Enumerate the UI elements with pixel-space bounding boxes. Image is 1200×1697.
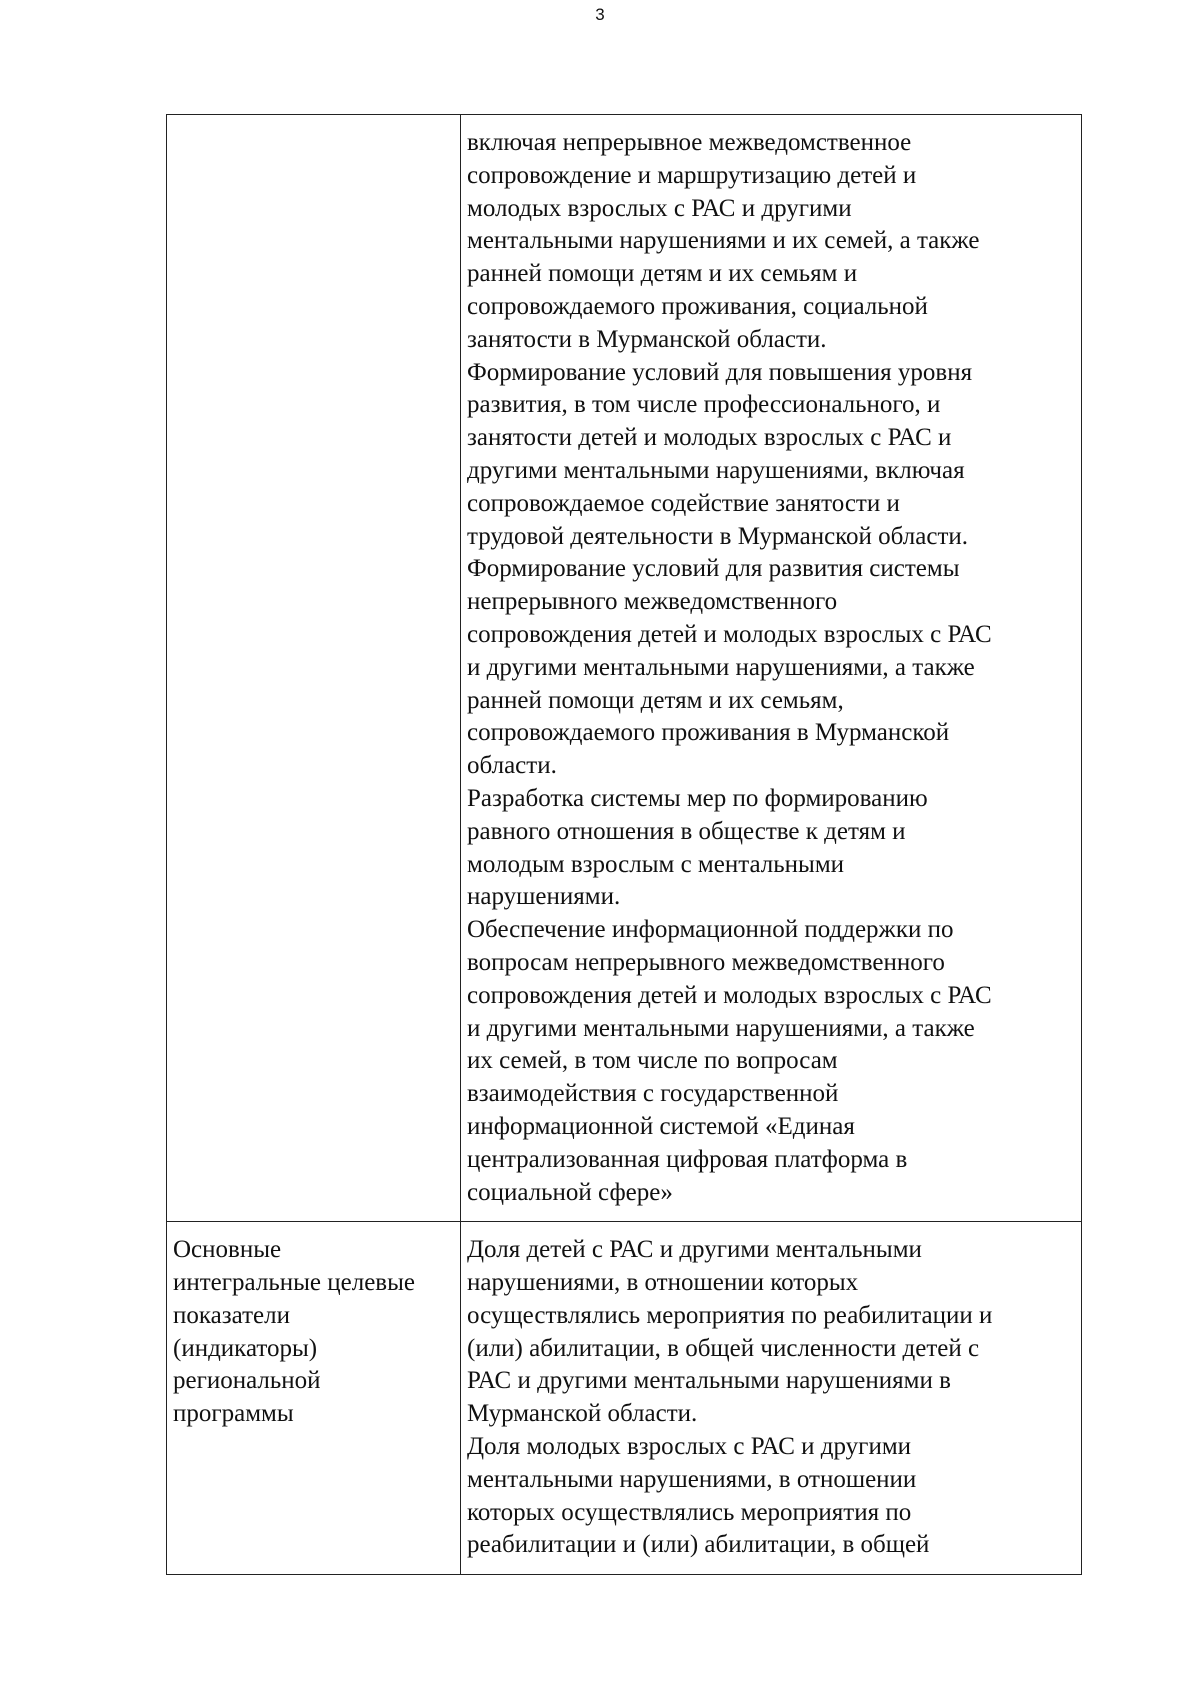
text-line: ментальными нарушениями и их семей, а также xyxy=(467,227,980,255)
text-line: РАС и другими ментальными нарушениями в xyxy=(467,1367,951,1395)
text-line: области. xyxy=(467,752,557,780)
text-line: Доля детей с РАС и другими ментальными xyxy=(467,1236,922,1264)
text-line: которых осуществлялись мероприятия по xyxy=(467,1498,912,1526)
table-row xyxy=(167,115,1082,1222)
text-line: сопровождаемого проживания в Мурманской xyxy=(467,719,950,747)
program-passport-table xyxy=(166,114,1082,1575)
text-line: сопровождения детей и молодых взрослых с РАС xyxy=(467,981,992,1009)
text-line: ментальными нарушениями, в отношении xyxy=(467,1465,917,1493)
text-line: молодых взрослых с РАС и другими xyxy=(467,194,852,222)
text-line: Формирование условий для развития системы xyxy=(467,555,960,583)
text-line: Формирование условий для повышения уровня xyxy=(467,358,973,386)
text-line: ранней помощи детям и их семьям и xyxy=(467,260,858,288)
text-line: Доля молодых взрослых с РАС и другими xyxy=(467,1433,912,1461)
text-line: сопровождение и маршрутизацию детей и xyxy=(467,161,917,189)
text-line: сопровождаемое содействие занятости и xyxy=(467,489,900,517)
label-cell xyxy=(167,115,461,1222)
text-line: реабилитации и (или) абилитации, в общей xyxy=(467,1531,930,1559)
text-line: нарушениями, в отношении которых xyxy=(467,1269,859,1297)
text-line: непрерывного межведомственного xyxy=(467,588,838,616)
table-row xyxy=(167,1222,1082,1575)
text-line: развития, в том числе профессионального, и xyxy=(467,391,941,419)
text-line: включая непрерывное межведомственное xyxy=(467,129,912,156)
text-line: сопровождаемого проживания, социальной xyxy=(467,292,928,320)
text-line: Мурманской области. xyxy=(467,1400,698,1428)
text-line: информационной системой «Единая xyxy=(467,1112,855,1140)
text-line: централизованная цифровая платформа в xyxy=(467,1145,908,1173)
text-line: сопровождения детей и молодых взрослых с РАС xyxy=(467,620,992,648)
text-line: Обеспечение информационной поддержки по xyxy=(467,916,954,944)
text-line: другими ментальными нарушениями, включая xyxy=(467,456,965,484)
text-line: вопросам непрерывного межведомственного xyxy=(467,948,945,976)
text-line: занятости в Мурманской области. xyxy=(467,325,827,353)
content-cell xyxy=(461,1222,1082,1575)
label-line: программы xyxy=(173,1400,294,1428)
label-line: Основные xyxy=(173,1236,282,1264)
text-line: и другими ментальными нарушениями, а также xyxy=(467,1014,975,1042)
label-line: региональной xyxy=(173,1367,321,1395)
text-line: нарушениями. xyxy=(467,883,621,911)
text-line: равного отношения в обществе к детям и xyxy=(467,817,906,845)
text-line: и другими ментальными нарушениями, а также xyxy=(467,653,975,681)
text-line: Разработка системы мер по формированию xyxy=(467,784,928,812)
content-cell xyxy=(461,115,1082,1222)
text-line: занятости детей и молодых взрослых с РАС и xyxy=(467,424,952,452)
text-line: трудовой деятельности в Мурманской области. xyxy=(467,522,969,550)
label-line: (индикаторы) xyxy=(173,1334,318,1362)
text-line: осуществлялись мероприятия по реабилитации и xyxy=(467,1301,993,1329)
text-line: (или) абилитации, в общей численности детей с xyxy=(467,1334,980,1362)
text-line: социальной сфере» xyxy=(467,1178,673,1206)
label-line: интегральные целевые xyxy=(173,1269,415,1297)
text-line: взаимодействия с государственной xyxy=(467,1080,839,1108)
page-number: 3 xyxy=(595,5,605,24)
text-line: ранней помощи детям и их семьям, xyxy=(467,686,844,714)
text-line: их семей, в том числе по вопросам xyxy=(467,1047,838,1075)
label-line: показатели xyxy=(173,1301,290,1329)
label-cell xyxy=(167,1222,461,1575)
text-line: молодым взрослым с ментальными xyxy=(467,850,845,878)
